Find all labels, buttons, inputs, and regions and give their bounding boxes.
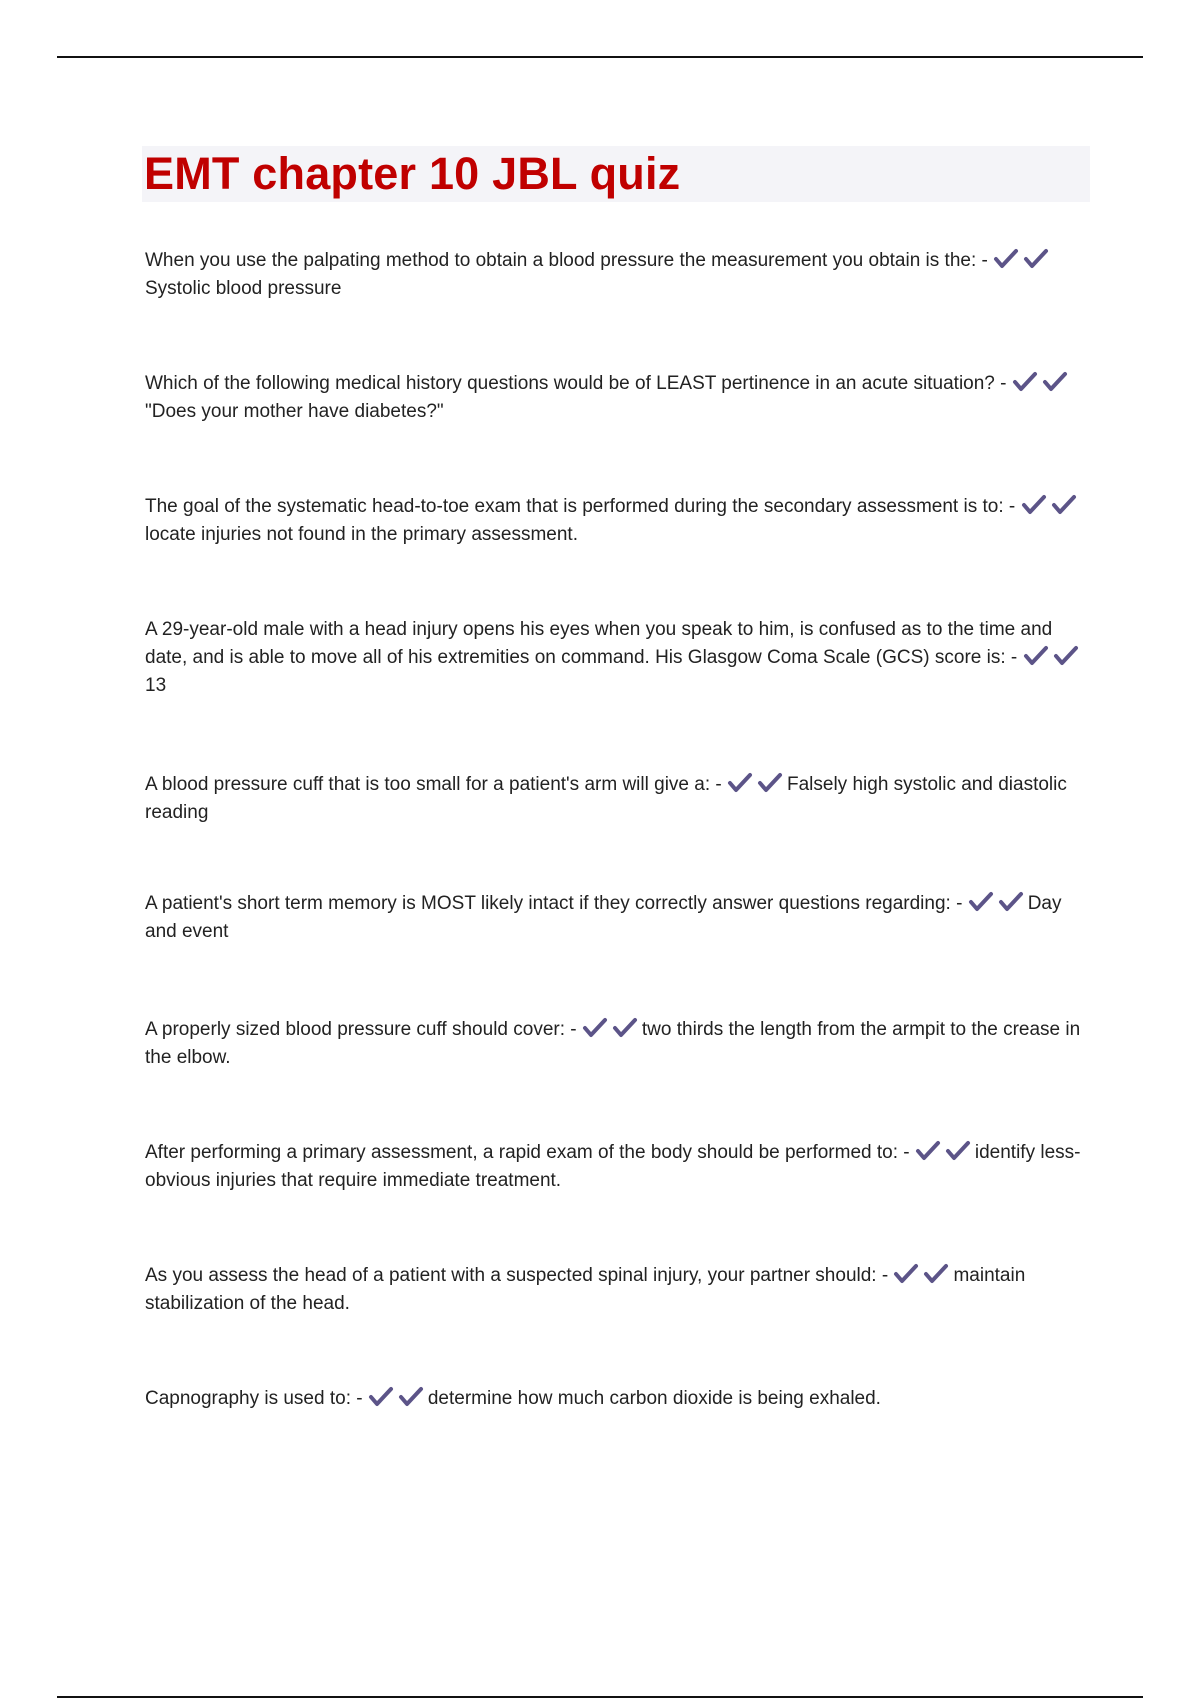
checkmark-icon bbox=[582, 1017, 608, 1039]
checkmark-icon bbox=[923, 1263, 949, 1285]
question-separator: - bbox=[976, 250, 994, 271]
title-banner bbox=[142, 146, 1090, 202]
answer-text: 13 bbox=[145, 675, 167, 696]
question-separator: - bbox=[994, 373, 1012, 394]
answer-text: two thirds the length from the armpit to the crease in the elbow. bbox=[145, 1019, 1081, 1068]
top-rule bbox=[57, 56, 1143, 58]
question-separator: - bbox=[1003, 496, 1021, 517]
question-separator: - bbox=[897, 1142, 915, 1163]
question-text: After performing a primary assessment, a rapid exam of the body should be performed to: bbox=[145, 1142, 898, 1163]
answer-text: Systolic blood pressure bbox=[145, 278, 342, 299]
question-text: As you assess the head of a patient with a suspected spinal injury, your partner should: bbox=[145, 1265, 877, 1286]
qa-item bbox=[145, 1139, 1091, 1195]
checkmark-icon bbox=[1023, 645, 1049, 667]
qa-item bbox=[145, 1262, 1091, 1318]
checkmark-icon bbox=[1023, 248, 1049, 270]
qa-item bbox=[145, 247, 1091, 303]
bottom-rule bbox=[57, 1696, 1143, 1698]
question-separator: - bbox=[950, 893, 968, 914]
question-text: The goal of the systematic head-to-toe exam that is performed during the secondary assessment is to: bbox=[145, 496, 1004, 517]
checkmark-icon bbox=[968, 891, 994, 913]
checkmark-icon bbox=[757, 772, 783, 794]
question-separator: - bbox=[876, 1265, 894, 1286]
qa-item bbox=[145, 370, 1091, 426]
qa-item bbox=[145, 616, 1091, 700]
checkmark-icon bbox=[1053, 645, 1079, 667]
answer-text: Day and event bbox=[145, 893, 1062, 942]
answer-text: determine how much carbon dioxide is being exhaled. bbox=[427, 1388, 881, 1409]
question-text: Which of the following medical history questions would be of LEAST pertinence in an acute situation? bbox=[145, 373, 995, 394]
question-separator: - bbox=[350, 1388, 368, 1409]
document-page bbox=[144, 146, 1090, 202]
checkmark-icon bbox=[945, 1140, 971, 1162]
question-text: When you use the palpating method to obtain a blood pressure the measurement you obtain is the: bbox=[145, 250, 977, 271]
qa-item bbox=[145, 771, 1091, 827]
answer-text: locate injuries not found in the primary assessment. bbox=[145, 524, 578, 545]
qa-item bbox=[145, 493, 1091, 549]
checkmark-icon bbox=[915, 1140, 941, 1162]
checkmark-icon bbox=[1042, 371, 1068, 393]
checkmark-icon bbox=[368, 1386, 394, 1408]
question-text: A 29-year-old male with a head injury opens his eyes when you speak to him, is confused as to the time and date, and is able to move all of his extremities on command. His Glasgow Coma Scale (GCS) score is: bbox=[145, 619, 1053, 668]
document-title: EMT chapter 10 JBL quiz bbox=[144, 148, 681, 199]
checkmark-icon bbox=[998, 891, 1024, 913]
checkmark-icon bbox=[1012, 371, 1038, 393]
question-text: A patient's short term memory is MOST likely intact if they correctly answer questions regarding: bbox=[145, 893, 951, 914]
question-text: Capnography is used to: bbox=[145, 1388, 351, 1409]
checkmark-icon bbox=[993, 248, 1019, 270]
question-separator: - bbox=[565, 1019, 582, 1040]
checkmark-icon bbox=[612, 1017, 638, 1039]
checkmark-icon bbox=[1021, 494, 1047, 516]
checkmark-icon bbox=[1051, 494, 1077, 516]
question-text: A blood pressure cuff that is too small for a patient's arm will give a: bbox=[145, 774, 711, 795]
question-separator: - bbox=[710, 774, 727, 795]
checkmark-icon bbox=[893, 1263, 919, 1285]
question-separator: - bbox=[1005, 647, 1023, 668]
checkmark-icon bbox=[398, 1386, 424, 1408]
answer-text: Falsely high systolic and diastolic reading bbox=[145, 774, 1067, 823]
answer-text: "Does your mother have diabetes?" bbox=[145, 401, 444, 422]
question-text: A properly sized blood pressure cuff should cover: bbox=[145, 1019, 565, 1040]
qa-item bbox=[145, 1385, 1091, 1413]
qa-item bbox=[145, 1016, 1091, 1072]
answer-text: maintain stabilization of the head. bbox=[145, 1265, 1026, 1314]
qa-item bbox=[145, 890, 1091, 946]
answer-text: identify less-obvious injuries that require immediate treatment. bbox=[145, 1142, 1081, 1191]
checkmark-icon bbox=[727, 772, 753, 794]
